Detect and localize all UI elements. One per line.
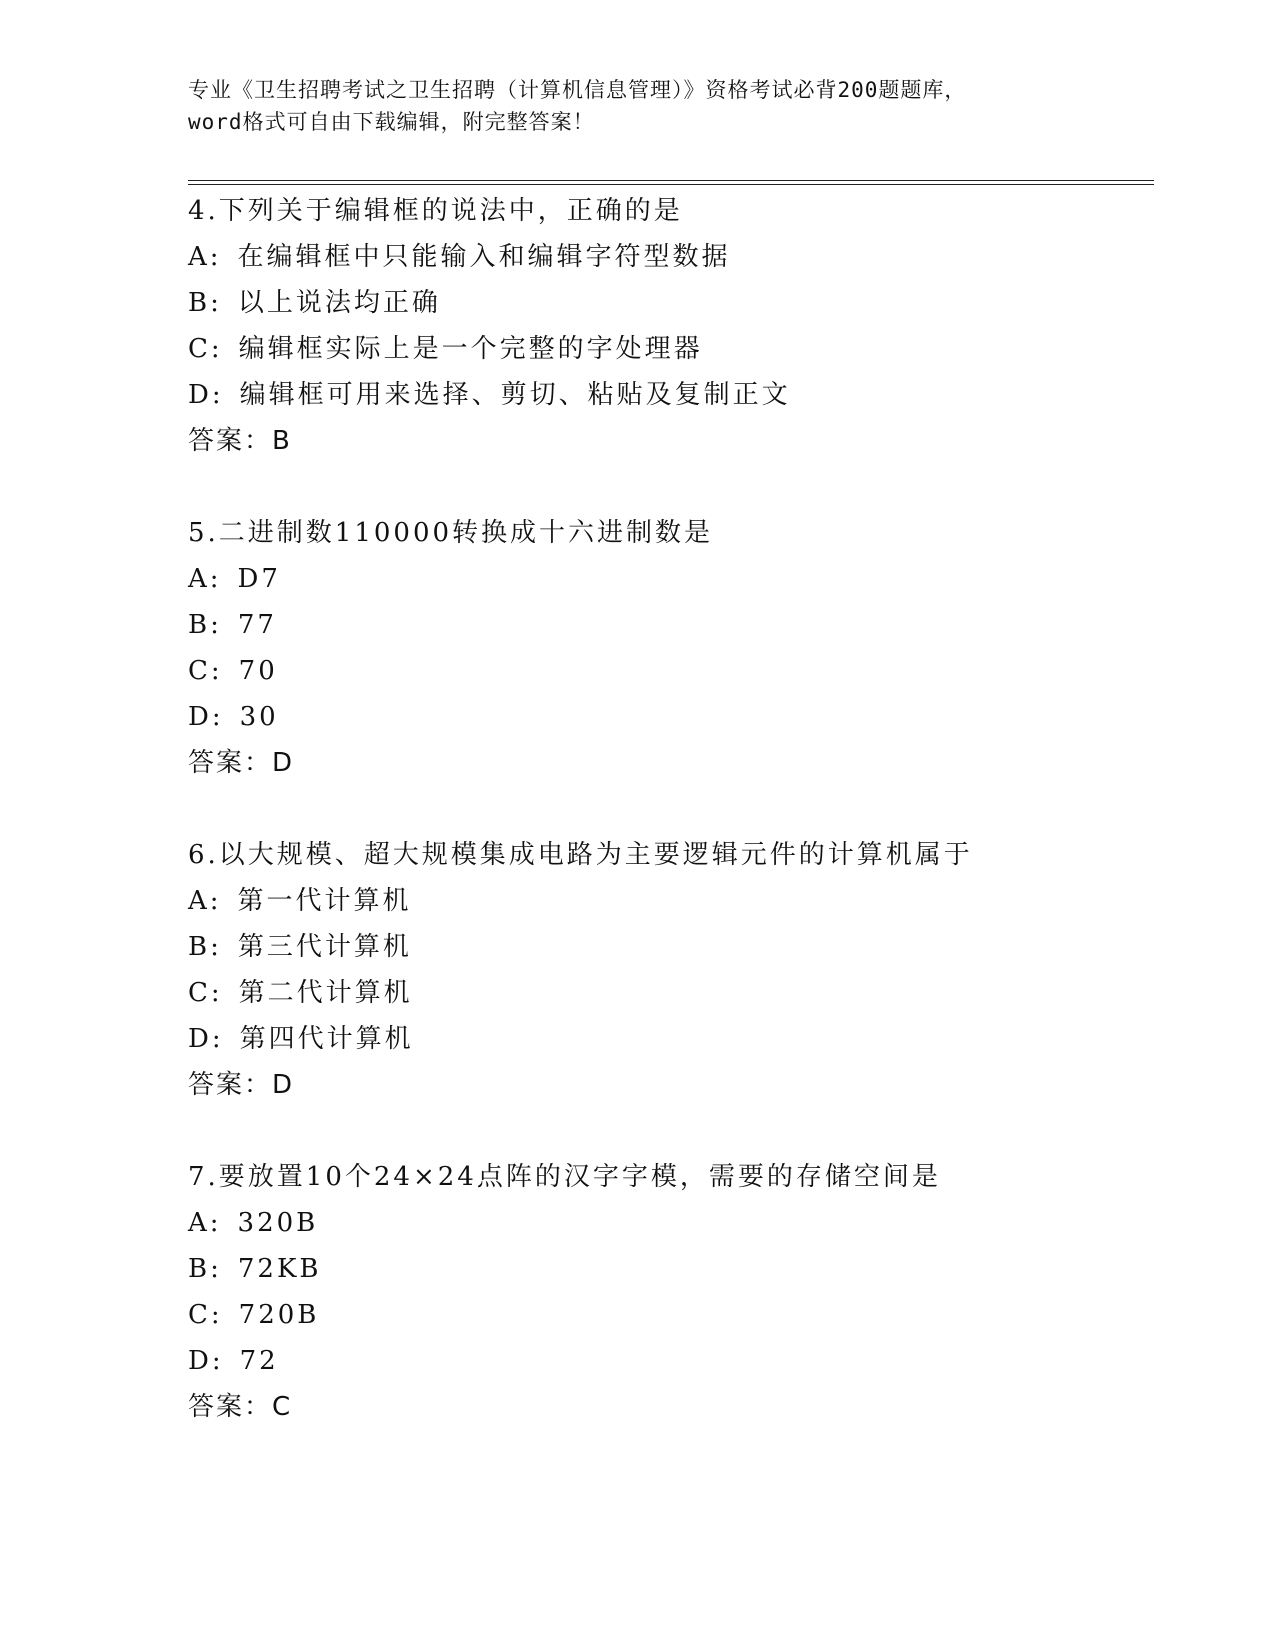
option-letter: C: (188, 656, 223, 686)
option-letter: A: (188, 1208, 222, 1238)
option-d (188, 1338, 1148, 1384)
option-a (188, 878, 1148, 924)
option-text: 编辑框可用来选择、剪切、粘贴及复制正文 (239, 380, 791, 410)
option-letter: D: (188, 1024, 224, 1054)
document-header (188, 74, 1088, 138)
option-letter: C: (188, 978, 223, 1008)
option-text: 77 (237, 610, 277, 640)
answer-label: 答案：D (188, 1070, 295, 1100)
option-text: 第四代计算机 (239, 1024, 414, 1054)
answer-label: 答案：B (188, 426, 292, 456)
option-text: 以上说法均正确 (237, 288, 441, 318)
option-letter: B: (188, 610, 222, 640)
option-text: 72KB (237, 1254, 322, 1284)
option-letter: D: (188, 1346, 224, 1376)
option-letter: D: (188, 380, 224, 410)
question-6 (188, 832, 1148, 1108)
option-b (188, 924, 1148, 970)
answer-label: 答案：D (188, 748, 295, 778)
option-b (188, 602, 1148, 648)
option-a (188, 234, 1148, 280)
option-text: 编辑框实际上是一个完整的字处理器 (238, 334, 703, 364)
option-d (188, 694, 1148, 740)
option-letter: B: (188, 1254, 222, 1284)
header-divider-top (188, 180, 1154, 181)
header-line-1: 专业《卫生招聘考试之卫生招聘（计算机信息管理）》资格考试必背200题题库， (188, 78, 967, 102)
option-text: 第三代计算机 (237, 932, 412, 962)
question-5 (188, 510, 1148, 786)
option-text: 70 (238, 656, 278, 686)
option-letter: A: (188, 886, 222, 916)
option-b (188, 280, 1148, 326)
option-text: 第一代计算机 (237, 886, 412, 916)
question-title: 7.要放置10个24×24点阵的汉字字模，需要的存储空间是 (188, 1162, 941, 1192)
option-text: 第二代计算机 (238, 978, 413, 1008)
option-text: 720B (238, 1300, 320, 1330)
header-divider-bottom (188, 184, 1154, 185)
option-text: 在编辑框中只能输入和编辑字符型数据 (237, 242, 731, 272)
option-a (188, 1200, 1148, 1246)
option-letter: B: (188, 288, 222, 318)
option-d (188, 372, 1148, 418)
option-c (188, 648, 1148, 694)
option-c (188, 970, 1148, 1016)
option-b (188, 1246, 1148, 1292)
option-letter: A: (188, 564, 222, 594)
option-text: 72 (239, 1346, 279, 1376)
header-line-2: word格式可自由下载编辑，附完整答案！ (188, 110, 595, 134)
question-title: 4.下列关于编辑框的说法中，正确的是 (188, 196, 683, 226)
option-c (188, 326, 1148, 372)
option-letter: D: (188, 702, 224, 732)
answer-label: 答案：C (188, 1392, 293, 1422)
question-7 (188, 1154, 1148, 1430)
option-letter: A: (188, 242, 222, 272)
question-4 (188, 188, 1148, 464)
option-c (188, 1292, 1148, 1338)
option-text: D7 (237, 564, 281, 594)
option-d (188, 1016, 1148, 1062)
option-letter: C: (188, 1300, 223, 1330)
question-title: 5.二进制数110000转换成十六进制数是 (188, 518, 714, 548)
question-title: 6.以大规模、超大规模集成电路为主要逻辑元件的计算机属于 (188, 840, 973, 870)
option-letter: C: (188, 334, 223, 364)
option-text: 30 (239, 702, 279, 732)
question-list (188, 188, 1148, 1476)
option-text: 320B (237, 1208, 319, 1238)
option-letter: B: (188, 932, 222, 962)
option-a (188, 556, 1148, 602)
